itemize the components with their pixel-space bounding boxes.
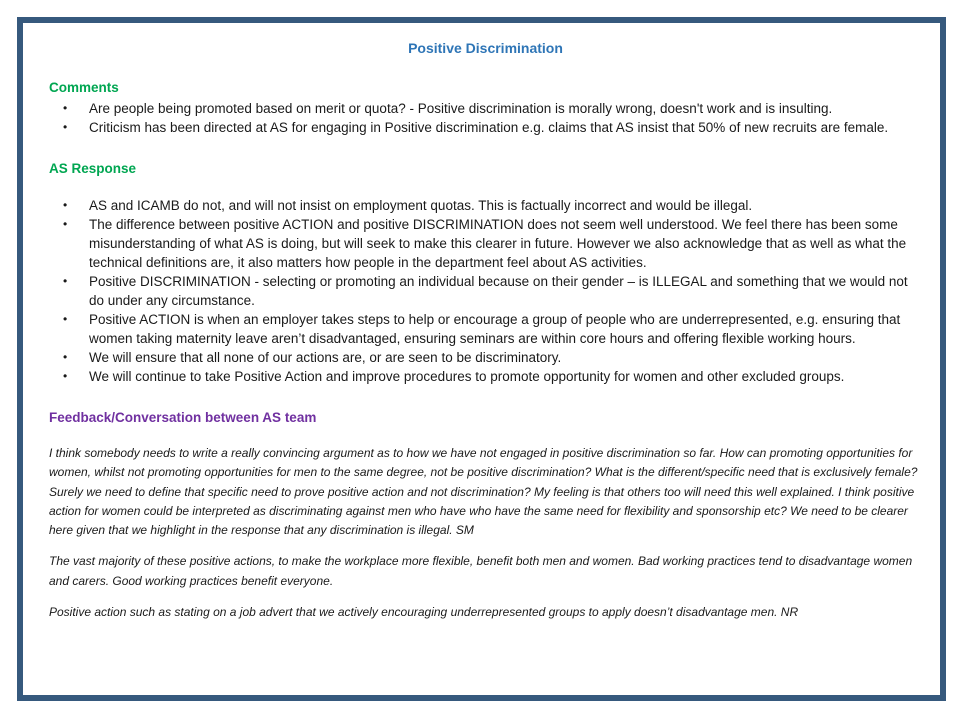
list-item bbox=[49, 196, 922, 215]
comments-bullet-list bbox=[49, 99, 922, 137]
feedback-paragraph: I think somebody needs to write a really convincing argument as to how we have not engaged in positive discrimination so far. How can promoting opportunities for women, whilst not promoting opportunities for men to the same degree, not be positive discrimination? What is the different/specific need that is exclusively female? Surely we need to define that specific need to prove positive action and not discrimination? My feeling is that others too will need this well explained. I think positive action for women could be interpreted as discriminating against men who have who have the same need for flexibility and sponsorship etc? We need to be clearer here given that we highlight in the response that any discrimination is illegal. SM bbox=[49, 446, 918, 538]
section-heading-feedback: Feedback/Conversation between AS team bbox=[49, 410, 317, 425]
as-response-bullet-list bbox=[49, 196, 922, 386]
page-title: Positive Discrimination bbox=[408, 40, 563, 56]
feedback-paragraph: Positive action such as stating on a job advert that we actively encouraging underrepresented groups to apply doesn’t disadvantage men. NR bbox=[49, 605, 799, 620]
bullet-text: Are people being promoted based on merit or quota? - Positive discrimination is morally wrong, doesn't work and is insulting. bbox=[89, 101, 833, 116]
bullet-icon: • bbox=[63, 120, 68, 134]
bullet-text: We will ensure that all none of our actions are, or are seen to be discriminatory. bbox=[89, 350, 562, 365]
list-item bbox=[49, 272, 922, 310]
section-heading-comments: Comments bbox=[49, 80, 119, 95]
bullet-icon: • bbox=[63, 217, 68, 231]
list-item bbox=[49, 310, 922, 348]
list-item bbox=[49, 348, 922, 367]
bullet-icon: • bbox=[63, 369, 68, 383]
bullet-text: The difference between positive ACTION and positive DISCRIMINATION does not seem well understood. We feel there has been some misunderstanding of what AS is doing, but will seek to make this clearer in future. However we also acknowledge that as well as what the technical definitions are, it also matters how people in the department feel about AS activities. bbox=[89, 217, 907, 270]
list-item bbox=[49, 367, 922, 386]
list-item bbox=[49, 215, 922, 272]
bullet-icon: • bbox=[63, 312, 68, 326]
bullet-text: Positive DISCRIMINATION - selecting or promoting an individual because on their gender – is ILLEGAL and something that we would not do under any circumstance. bbox=[89, 274, 908, 308]
bullet-icon: • bbox=[63, 198, 68, 212]
bullet-text: AS and ICAMB do not, and will not insist on employment quotas. This is factually incorrect and would be illegal. bbox=[89, 198, 753, 213]
document-page-frame bbox=[17, 17, 946, 701]
bullet-icon: • bbox=[63, 101, 68, 115]
bullet-text: Criticism has been directed at AS for engaging in Positive discrimination e.g. claims that AS insist that 50% of new recruits are female. bbox=[89, 120, 889, 135]
document-content bbox=[49, 23, 922, 622]
bullet-text: Positive ACTION is when an employer takes steps to help or encourage a group of people who are underrepresented, e.g. ensuring that women taking maternity leave aren’t disadvantaged, ensuring seminars are within core hours and offering flexible working hours. bbox=[89, 312, 901, 346]
section-heading-as-response: AS Response bbox=[49, 161, 137, 176]
bullet-text: We will continue to take Positive Action and improve procedures to promote opportunity for women and other excluded groups. bbox=[89, 369, 845, 384]
bullet-icon: • bbox=[63, 274, 68, 288]
list-item bbox=[49, 99, 922, 118]
bullet-icon: • bbox=[63, 350, 68, 364]
feedback-paragraph: The vast majority of these positive actions, to make the workplace more flexible, benefit both men and women. Bad working practices tend to disadvantage women and carers. Good working practices benefit everyone. bbox=[49, 554, 913, 588]
list-item bbox=[49, 118, 922, 137]
